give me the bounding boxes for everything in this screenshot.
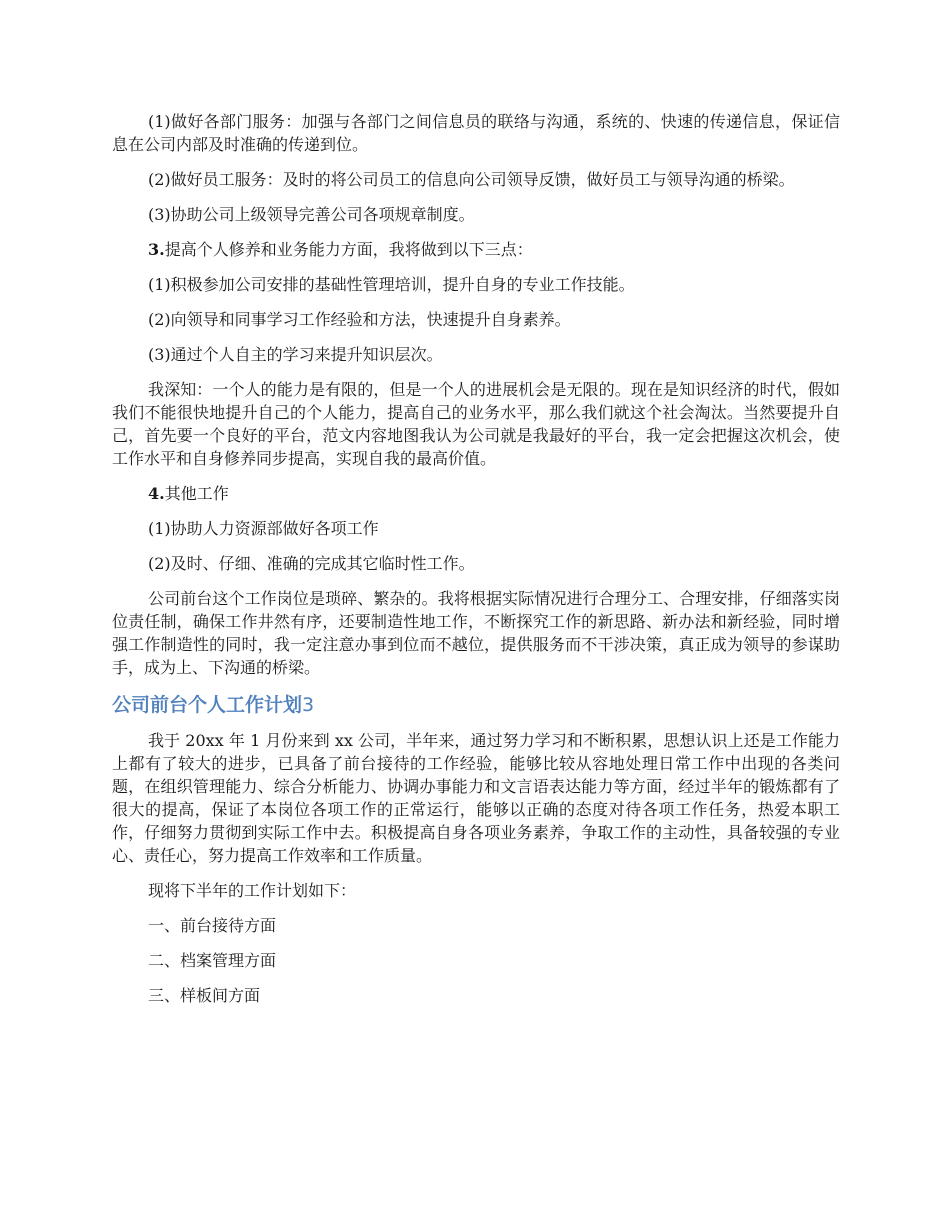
subheading-text: 其他工作 (164, 484, 229, 503)
paragraph-self-study: (3)通过个人自主的学习来提升知识层次。 (148, 345, 443, 364)
section-heading-text: 公司前台个人工作计划 (112, 694, 303, 716)
paragraph-hr-assist: (1)协助人力资源部做好各项工作 (148, 519, 379, 538)
list-item-reception: 一、前台接待方面 (148, 916, 277, 935)
list-item-archives: 二、档案管理方面 (148, 951, 277, 970)
paragraph-temp-work: (2)及时、仔细、准确的完成其它临时性工作。 (148, 554, 475, 573)
subheading-other-work (112, 482, 840, 505)
paragraph-reflection: 我深知：一个人的能力是有限的，但是一个人的进展机会是无限的。现在是知识经济的时代，假如我们不能很快地提升自己的个人能力，提高自己的业务水平，那么我们就这个社会淘汰。当然要提升自己，首先要一个良好的平台，范文内容地图我认为公司就是我最好的平台，我一定会把握这次机会，使工作水平和自身修养同步提高，实现自我的最高价值。 (112, 380, 840, 468)
paragraph-half-year-review: 我于 20xx 年 1 月份来到 xx 公司，半年来，通过努力学习和不断积累，思想认识上还是工作能力上都有了较大的进步，已具备了前台接待的工作经验，能够比较从容地处理日常工作中出现的各类问题，在组织管理能力、综合分析能力、协调办事能力和文言语表达能力等方面，经过半年的锻炼都有了很大的提高，保证了本岗位各项工作的正常运行，能够以正确的态度对待各项工作任务，热爱本职工作，仔细努力贯彻到实际工作中去。积极提高自身各项业务素养，争取工作的主动性，具备较强的专业心、责任心，努力提高工作效率和工作质量。 (112, 731, 840, 865)
section-heading-number: 3 (302, 694, 315, 716)
subheading-number: 4. (148, 484, 165, 503)
subheading-text: 提高个人修养和业务能力方面，我将做到以下三点： (164, 240, 533, 259)
paragraph-plan-intro: 现将下半年的工作计划如下： (148, 881, 357, 900)
subheading-improve-ability (112, 238, 840, 261)
list-item-showroom: 三、样板间方面 (148, 986, 261, 1005)
paragraph-staff-service: (2)做好员工服务：及时的将公司员工的信息向公司领导反馈，做好员工与领导沟通的桥梁。 (148, 170, 795, 189)
paragraph-training: (1)积极参加公司安排的基础性管理培训，提升自身的专业工作技能。 (148, 275, 635, 294)
paragraph-learn-colleagues: (2)向领导和同事学习工作经验和方法，快速提升自身素养。 (148, 310, 571, 329)
paragraph-dept-service: (1)做好各部门服务：加强与各部门之间信息员的联络与沟通，系统的、快速的传递信息，保证信息在公司内部及时准确的传递到位。 (112, 112, 840, 154)
section-heading (112, 691, 840, 719)
paragraph-rules: (3)协助公司上级领导完善公司各项规章制度。 (148, 205, 475, 224)
paragraph-summary: 公司前台这个工作岗位是琐碎、繁杂的。我将根据实际情况进行合理分工、合理安排，仔细落实岗位责任制，确保工作井然有序，还要制造性地工作，不断探究工作的新思路、新办法和新经验，同时增强工作制造性的同时，我一定注意办事到位而不越位，提供服务而不干涉决策，真正成为领导的参谋助手，成为上、下沟通的桥梁。 (112, 589, 840, 677)
subheading-number: 3. (148, 240, 165, 259)
document-page (112, 110, 840, 1019)
